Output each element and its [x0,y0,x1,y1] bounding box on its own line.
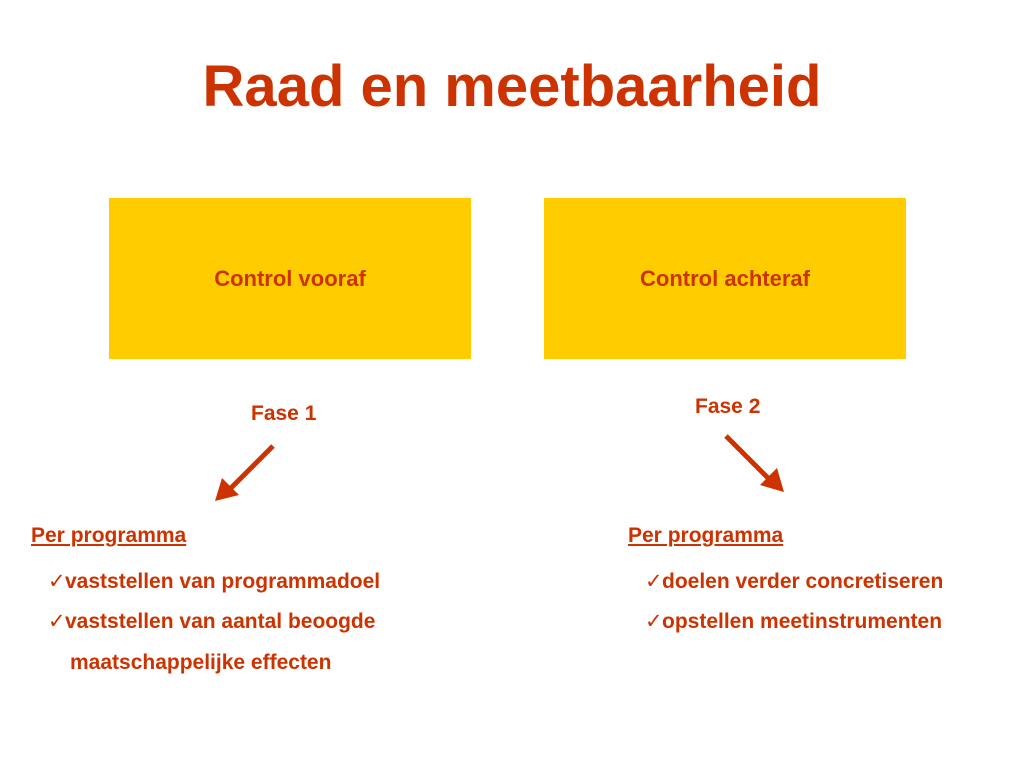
right-item-2 [628,602,1018,642]
control-vooraf-label: Control vooraf [214,265,366,291]
check-icon: ✓ [645,610,663,633]
right-item-1 [628,562,1018,602]
phase-2-label: Fase 2 [695,395,761,418]
right-item-2-text: opstellen meetinstrumenten [662,610,943,633]
control-achteraf-label: Control achteraf [640,265,810,291]
left-item-2 [31,602,501,642]
left-item-2-continuation: maatschappelijke effecten [70,651,332,674]
right-column-heading: Per programma [628,524,784,547]
arrow-down-left-icon [215,446,273,501]
left-item-1-text: vaststellen van programmadoel [65,570,381,593]
check-icon: ✓ [48,570,66,593]
slide-title: Raad en meetbaarheid [202,54,822,119]
phase-1-label: Fase 1 [251,402,317,425]
arrow-down-right-icon [726,436,784,492]
left-column [31,522,501,684]
left-item-1 [31,562,501,602]
right-item-1-text: doelen verder concretiseren [662,570,944,593]
right-column [628,522,1018,642]
check-icon: ✓ [645,570,663,593]
check-icon: ✓ [48,610,66,633]
left-column-heading: Per programma [31,524,187,547]
left-item-2-text: vaststellen van aantal beoogde [65,610,376,633]
